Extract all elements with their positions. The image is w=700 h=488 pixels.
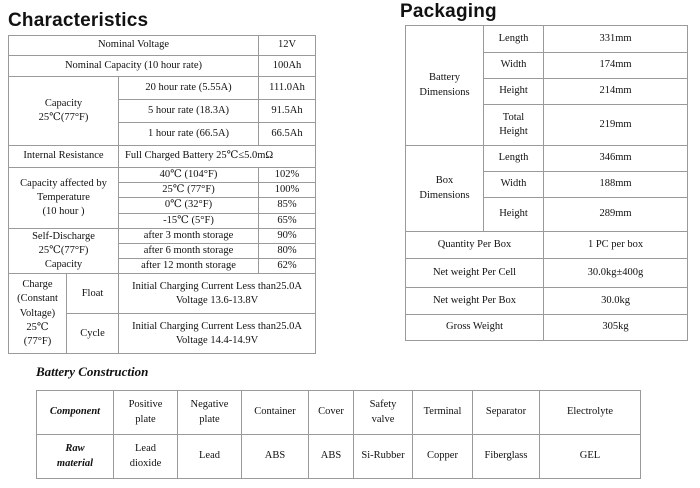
temperature-point: -15℃ (5°F)	[119, 213, 259, 228]
charge-label-line: 25℃	[26, 321, 49, 333]
dimension-value: 214mm	[544, 79, 688, 105]
temperature-label-line: (10 hour )	[42, 205, 85, 217]
capacity-value: 111.0Ah	[259, 77, 316, 100]
dimension-name: Height	[484, 198, 544, 232]
packaging-table	[405, 25, 688, 341]
temperature-label	[9, 168, 119, 229]
table-row	[406, 259, 688, 288]
temperature-point: 25℃ (77°F)	[119, 183, 259, 198]
cycle-value	[119, 314, 316, 354]
component-cell	[354, 391, 413, 435]
self-discharge-label-line: Capacity	[44, 259, 83, 271]
nominal-voltage-value: 12V	[259, 36, 316, 56]
component-row	[37, 391, 641, 435]
dimension-value: 346mm	[544, 146, 688, 172]
self-discharge-value: 90%	[259, 228, 316, 243]
temperature-point: 40℃ (104°F)	[119, 168, 259, 183]
material-cell: Fiberglass	[473, 435, 540, 479]
material-cell: Lead	[178, 435, 242, 479]
total-height-line: Total	[502, 111, 525, 123]
material-cell: Copper	[413, 435, 473, 479]
box-dimensions-label	[406, 146, 484, 232]
temperature-point: 0℃ (32°F)	[119, 198, 259, 213]
table-row	[406, 26, 688, 53]
charge-label	[9, 274, 67, 354]
dimension-name	[484, 105, 544, 146]
self-discharge-period: after 6 month storage	[119, 243, 259, 258]
component-label: Component	[37, 391, 114, 435]
capacity-rate: 1 hour rate (66.5A)	[119, 123, 259, 146]
construction-title: Battery Construction	[36, 364, 149, 379]
charge-label-line: (77°F)	[23, 335, 52, 347]
component-cell	[114, 391, 178, 435]
material-cell: ABS	[242, 435, 309, 479]
table-row	[406, 232, 688, 259]
material-cell	[114, 435, 178, 479]
table-row	[9, 36, 316, 56]
dimension-value: 289mm	[544, 198, 688, 232]
float-value	[119, 274, 316, 314]
internal-resistance-label: Internal Resistance	[9, 146, 119, 168]
material-cell: GEL	[540, 435, 641, 479]
self-discharge-label-line: Self-Discharge	[32, 230, 95, 242]
temperature-value: 102%	[259, 168, 316, 183]
float-label: Float	[67, 274, 119, 314]
charge-label-line: (Constant	[17, 293, 58, 305]
characteristics-table	[8, 35, 316, 354]
temperature-value: 85%	[259, 198, 316, 213]
packaging-title: Packaging	[400, 1, 497, 22]
dimension-value: 174mm	[544, 53, 688, 79]
capacity-label	[9, 77, 119, 146]
self-discharge-label-line: 25℃(77°F)	[38, 244, 89, 256]
box-dimensions-line: Dimensions	[419, 189, 470, 201]
characteristics-title: Characteristics	[8, 10, 149, 31]
table-row	[406, 146, 688, 172]
self-discharge-label	[9, 228, 119, 274]
material-label-line: Raw	[65, 443, 85, 455]
float-voltage: Voltage 13.6-13.8V	[175, 294, 259, 306]
charge-label-line: Voltage)	[19, 307, 56, 319]
table-row	[9, 56, 316, 77]
nominal-capacity-value: 100Ah	[259, 56, 316, 77]
dimension-name: Width	[484, 172, 544, 198]
construction-table	[36, 390, 641, 479]
table-row	[9, 228, 316, 243]
material-line: Lead	[135, 443, 156, 455]
summary-value: 30.0kg±400g	[544, 259, 688, 288]
self-discharge-period: after 3 month storage	[119, 228, 259, 243]
internal-resistance-value	[119, 146, 316, 168]
material-line: dioxide	[129, 457, 162, 469]
component-line: plate	[199, 413, 220, 425]
component-line: valve	[371, 413, 395, 425]
dimension-name: Length	[484, 26, 544, 53]
dimension-name: Width	[484, 53, 544, 79]
dimension-value: 331mm	[544, 26, 688, 53]
component-cell: Separator	[473, 391, 540, 435]
material-row	[37, 435, 641, 479]
summary-value: 305kg	[544, 315, 688, 341]
capacity-value: 91.5Ah	[259, 100, 316, 123]
temperature-label-line: Capacity affected by	[20, 177, 107, 189]
component-cell: Container	[242, 391, 309, 435]
battery-dimensions-line: Dimensions	[419, 86, 470, 98]
total-height-line: Height	[499, 126, 528, 137]
component-cell: Electrolyte	[540, 391, 641, 435]
internal-resistance-condition: Full Charged Battery 25℃≤	[125, 150, 245, 162]
summary-label: Quantity Per Box	[406, 232, 544, 259]
table-row	[406, 288, 688, 315]
cycle-current: Initial Charging Current Less than25.0A	[132, 320, 302, 332]
box-dimensions-line: Box	[435, 175, 454, 187]
dimension-value: 219mm	[544, 105, 688, 146]
self-discharge-period: after 12 month storage	[119, 259, 259, 274]
component-line: plate	[135, 413, 156, 425]
material-cell: Si-Rubber	[354, 435, 413, 479]
table-row	[406, 315, 688, 341]
battery-dimensions-label	[406, 26, 484, 146]
self-discharge-value: 62%	[259, 259, 316, 274]
capacity-temp-line: 25℃(77°F)	[38, 112, 89, 123]
capacity-value: 66.5Ah	[259, 123, 316, 146]
dimension-value: 188mm	[544, 172, 688, 198]
material-label-line: material	[56, 457, 94, 469]
charge-label-line: Charge	[22, 279, 53, 291]
capacity-rate: 5 hour rate (18.3A)	[119, 100, 259, 123]
self-discharge-value: 80%	[259, 243, 316, 258]
float-current: Initial Charging Current Less than25.0A	[132, 280, 302, 292]
cycle-voltage: Voltage 14.4-14.9V	[175, 334, 259, 346]
component-line: Positive	[128, 399, 163, 411]
material-cell: ABS	[309, 435, 354, 479]
summary-label: Gross Weight	[406, 315, 544, 341]
table-row	[9, 274, 316, 314]
cycle-label: Cycle	[67, 314, 119, 354]
component-line: Negative	[190, 399, 229, 411]
component-line: Safety	[369, 399, 397, 411]
component-cell: Cover	[309, 391, 354, 435]
temperature-value: 100%	[259, 183, 316, 198]
summary-label: Net weight Per Cell	[406, 259, 544, 288]
summary-value: 30.0kg	[544, 288, 688, 315]
nominal-capacity-label: Nominal Capacity (10 hour rate)	[9, 56, 259, 77]
temperature-label-line: Temperature	[37, 191, 90, 203]
summary-label: Net weight Per Box	[406, 288, 544, 315]
summary-value: 1 PC per box	[544, 232, 688, 259]
component-cell	[178, 391, 242, 435]
table-row	[9, 146, 316, 168]
internal-resistance-number: 5.0mΩ	[244, 150, 274, 162]
capacity-label-line: Capacity	[44, 97, 83, 109]
battery-dimensions-line: Battery	[429, 72, 460, 84]
material-label	[37, 435, 114, 479]
table-row	[9, 168, 316, 183]
dimension-name: Height	[484, 79, 544, 105]
dimension-name: Length	[484, 146, 544, 172]
capacity-rate: 20 hour rate (5.55A)	[119, 77, 259, 100]
temperature-value: 65%	[259, 213, 316, 228]
component-cell: Terminal	[413, 391, 473, 435]
nominal-voltage-label: Nominal Voltage	[9, 36, 259, 56]
table-row	[9, 77, 316, 100]
